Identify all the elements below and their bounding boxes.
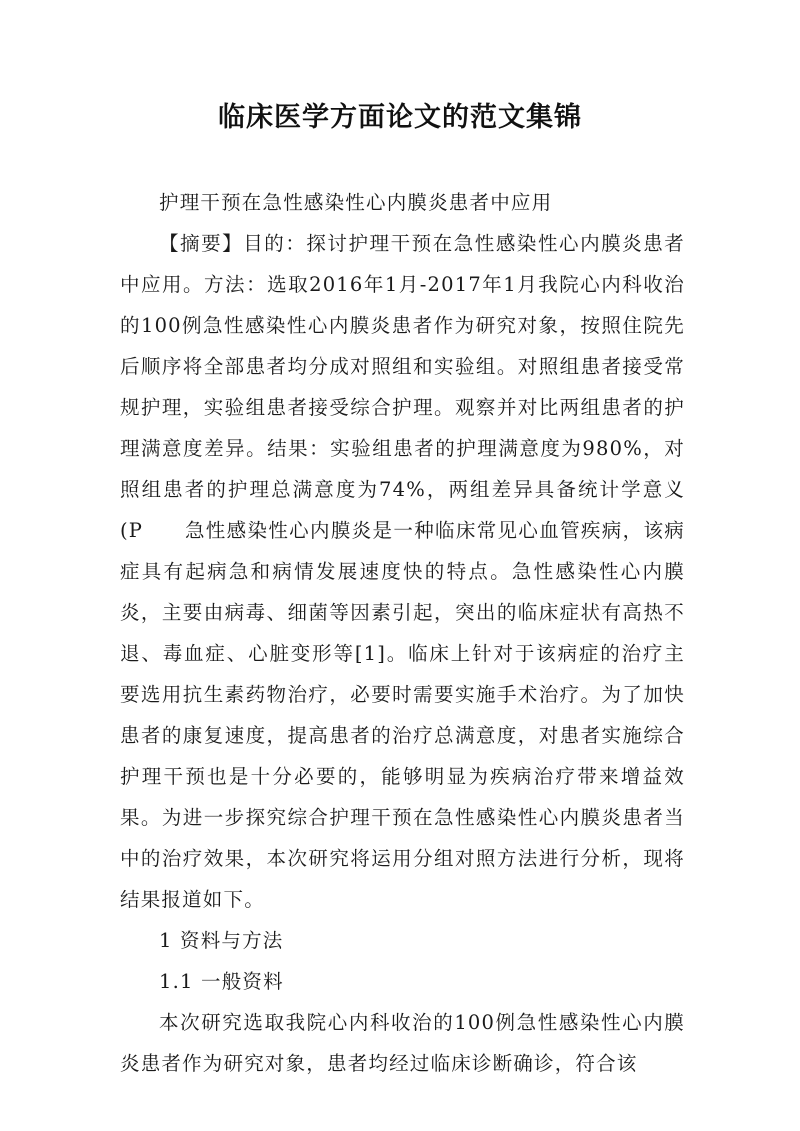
section-heading-methods: 1 资料与方法: [159, 929, 284, 952]
document-body: [120, 182, 685, 1084]
abstract-paragraph: 【摘要】目的：探讨护理干预在急性感染性心内膜炎患者中应用。方法：选取2016年1月-2017年1月我院心内科收治的100例急性感染性心内膜炎患者作为研究对象，按照住院先后顺序将全部患者均分成对照组和实验组。对照组患者接受常规护理，实验组患者接受综合护理。观察并对比两组患者的护理满意度差异。结果：实验组患者的护理满意度为980%，对照组患者的护理总满意度为74%，两组差异具备统计学意义(P 急性感染性心内膜炎是一种临床常见心血管疾病，该病症具有起病急和病情发展速度快的特点。急性感染性心内膜炎，主要由病毒、细菌等因素引起，突出的临床症状有高热不退、毒血症、心脏变形等[1]。临床上针对于该病症的治疗主要选用抗生素药物治疗，必要时需要实施手术治疗。为了加快患者的康复速度，提高患者的治疗总满意度，对患者实施综合护理干预也是十分必要的，能够明显为疾病治疗带来增益效果。为进一步探究综合护理干预在急性感染性心内膜炎患者当中的治疗效果，本次研究将运用分组对照方法进行分析，现将结果报道如下。: [120, 232, 685, 911]
general-info-paragraph: 本次研究选取我院心内科收治的100例急性感染性心内膜炎患者作为研究对象，患者均经过临床诊断确诊，符合该: [120, 1011, 685, 1075]
article-subtitle: 护理干预在急性感染性心内膜炎患者中应用: [159, 191, 553, 214]
document-title: 临床医学方面论文的范文集锦: [218, 102, 582, 133]
subsection-heading-general: 1.1 一般资料: [159, 970, 284, 993]
